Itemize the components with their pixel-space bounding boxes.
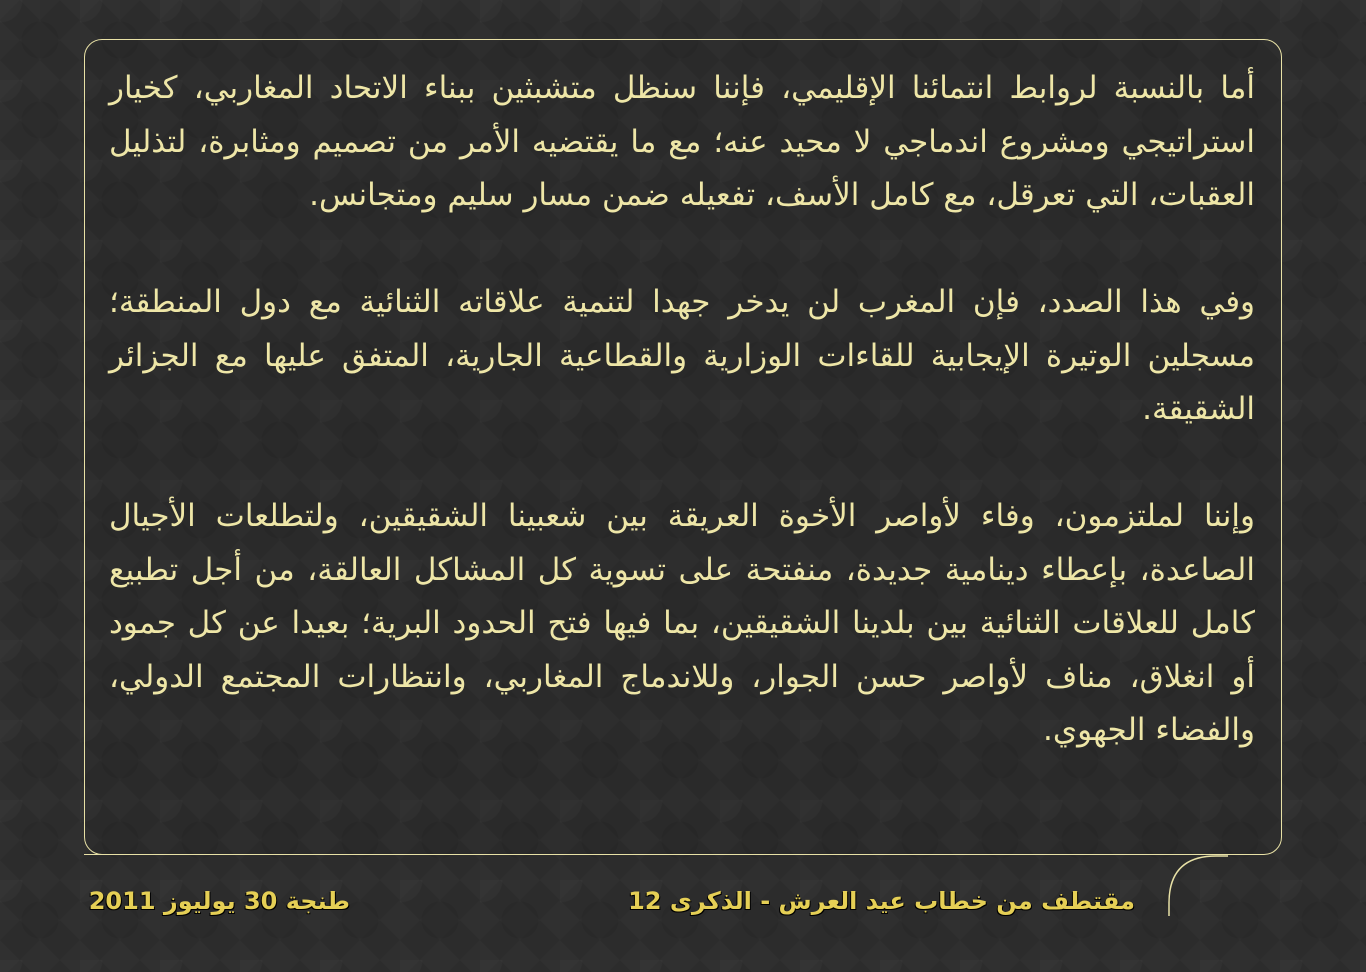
corner-arc [1168,855,1282,916]
quote-text [109,62,1255,758]
bottom-divider [84,854,1139,855]
quote-paragraph: أما بالنسبة لروابط انتمائنا الإقليمي، فإننا سنظل متشبثين ببناء الاتحاد المغاربي، كخيار استراتيجي ومشروع اندماجي لا محيد عنه؛ مع ما يقتضيه الأمر من تصميم ومثابرة، لتذليل العقبات، التي تعرقل، مع كامل الأسف، تفعيله ضمن مسار سليم ومتجانس. [109,70,1255,213]
quote-paragraph: وإننا لملتزمون، وفاء لأواصر الأخوة العريقة بين شعبينا الشقيقين، ولتطلعات الأجيال الصاعدة، بإعطاء دينامية جديدة، منفتحة على تسوية كل المشاكل العالقة، من أجل تطبيع كامل للعلاقات الثنائية بين بلدينا الشقيقين، بما فيها فتح الحدود البرية؛ بعيدا عن كل جمود أو انغلاق، مناف لأواصر حسن الجوار، وللاندماج المغاربي، وانتظارات المجتمع الدولي، والفضاء الجهوي. [109,498,1255,748]
speech-date-location: طنجة 30 يوليوز 2011 [88,887,350,915]
quote-paragraph: وفي هذا الصدد، فإن المغرب لن يدخر جهدا لتنمية علاقاته الثنائية مع دول المنطقة؛ مسجلين الوتيرة الإيجابية للقاءات الوزارية والقطاعية الجارية، المتفق عليها مع الجزائر الشقيقة. [109,284,1255,427]
speech-caption: مقتطف من خطاب عيد العرش - الذكرى 12 [628,887,1135,915]
